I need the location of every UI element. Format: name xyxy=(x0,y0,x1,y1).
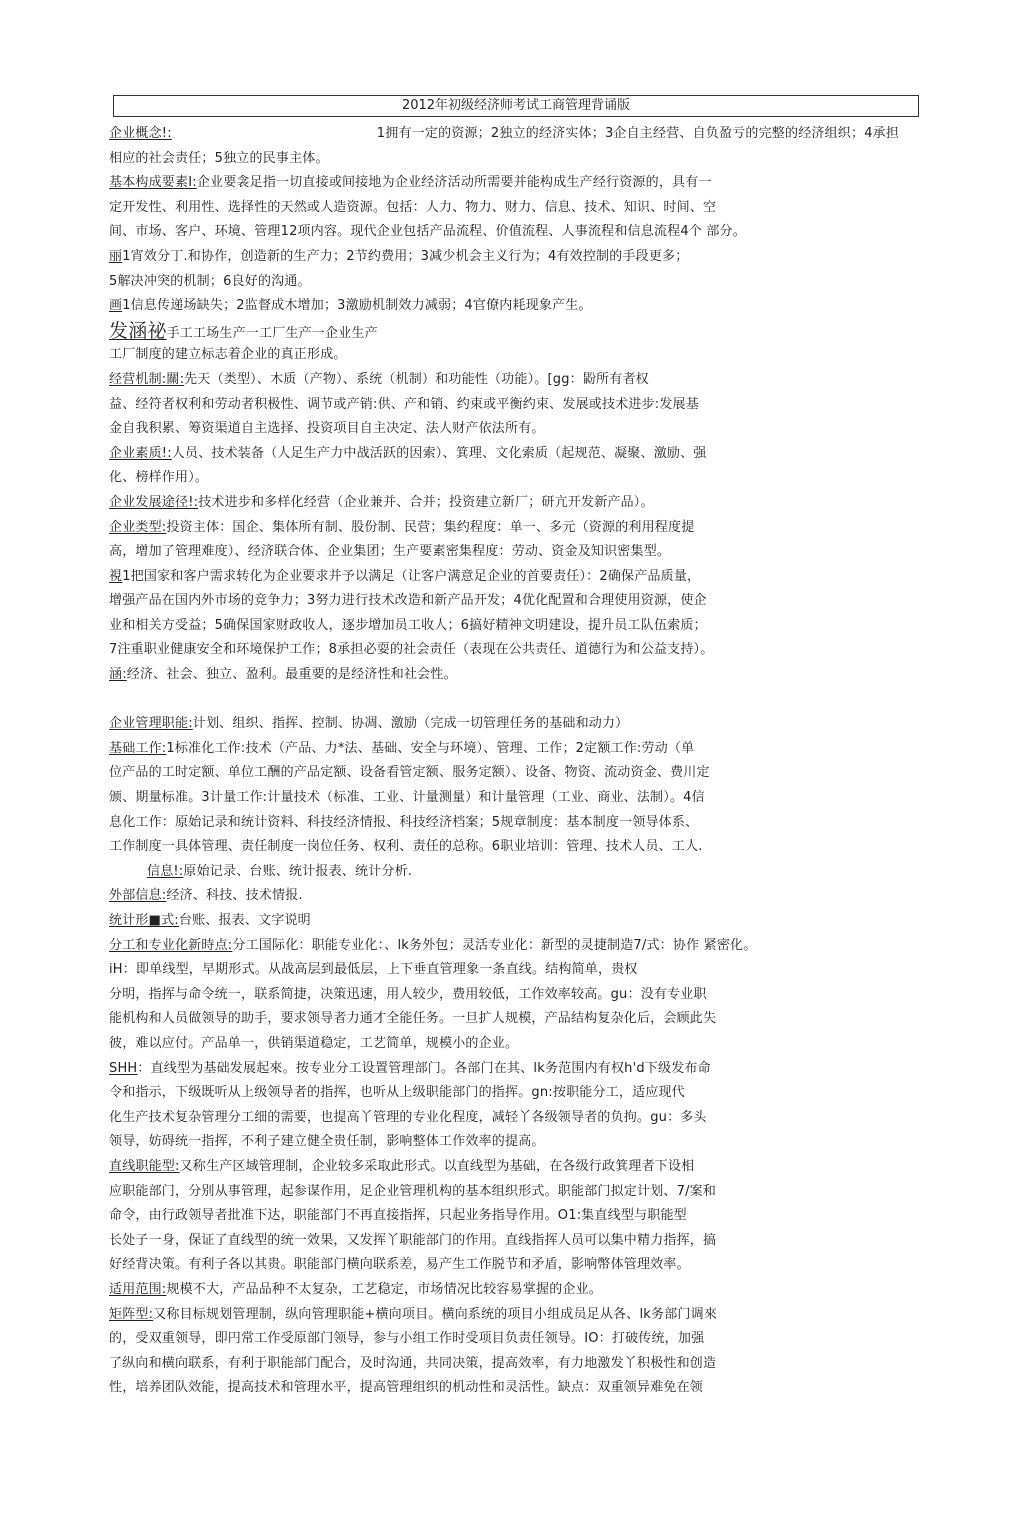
text-line xyxy=(109,1155,929,1180)
text-line xyxy=(109,442,929,467)
document-title: 2012年初级经济师考试工商管理背诵版 xyxy=(113,95,919,117)
term-heading: 企业发展途径!: xyxy=(109,494,199,510)
line-text: 企业要衾足指一切直接或间接地为企业经济活动所需要并能构成生产经行资源的，具有一 xyxy=(196,175,712,191)
line-text: 技术进步和多样化经营（企业兼并、合并；投资建立新厂；研亢开发新产品）。 xyxy=(198,494,654,510)
text-line xyxy=(109,1352,929,1377)
text-line xyxy=(109,1253,929,1278)
line-text: 息化工作：原始记录和统计资料、科技经济情报、科技经济档案；5规章制度：基本制度一领导体系、 xyxy=(109,814,699,830)
line-text: 高，增加了管理难度）、经济联合体、企业集团；生产要素密集程度：劳动、资金及知识密集型。 xyxy=(109,544,671,560)
line-text: 计划、组织、指挥、控制、协凋、激励（完成一切管理任务的基础和动力） xyxy=(192,716,629,732)
text-line xyxy=(109,663,929,688)
text-line xyxy=(109,516,929,541)
term-heading: SHH xyxy=(109,1060,138,1076)
line-text: 1把国家和客户需求转化为企业要求并予以满足（让客户满意足企业的首要责任）：2确保产品质量， xyxy=(122,568,701,584)
text-line xyxy=(109,171,929,196)
line-text: 令和指示，下级既听从上级领导者的指挥，也听从上级职能部门的指挥。gn:按职能分工，适应现代 xyxy=(109,1085,685,1101)
term-heading: 企业概念!: xyxy=(109,126,172,141)
term-heading: 企业素质!: xyxy=(109,445,172,461)
term-heading: 丽 xyxy=(109,248,123,264)
term-heading: 画 xyxy=(109,298,123,314)
line-text: 投资主体：国企、集体所有制、股份制、民营；集约程度：单一、多元（资源的利用程度提 xyxy=(166,519,695,535)
text-line xyxy=(109,983,929,1008)
line-text: 金自我积累、筹资渠道自主选择、投资项目自主决定、法人财产依法所有。 xyxy=(109,421,545,437)
line-text: 工厂制度的建立标志着企业的真正形成。 xyxy=(109,347,347,363)
term-heading: 涵: xyxy=(109,667,127,683)
line-text: 业和相关方受益；5确保国家财政收人，逐步增加员工收人；6搞好精神文明建设，提升员工队伍索质； xyxy=(109,617,707,633)
line-text: 化、榜样作用）。 xyxy=(109,470,209,486)
line-text: 1宵效分丁.和协作，创造新的生产力；2节约费用；3减少机会主义行为；4有效控制的手段更多； xyxy=(122,248,689,264)
line-text: 又称生产区域管理制，企业较多采取此形式。以直线型为基础，在各级行政箕理者下设相 xyxy=(179,1158,695,1174)
text-line xyxy=(109,220,929,245)
line-text: 间、市场、客户、环境、管理12项内容。现代企业包括产品流程、价值流程、人事流程和信息流程4个 部分。 xyxy=(109,224,746,240)
text-line xyxy=(109,761,929,786)
term-heading: 信息!: xyxy=(147,863,184,879)
text-line xyxy=(109,122,929,147)
text-line xyxy=(109,860,929,885)
term-heading: 直线职能型: xyxy=(109,1158,180,1174)
term-heading: 适用范围: xyxy=(109,1281,167,1297)
line-text: 原始记录、台账、统计报表、统计分析. xyxy=(183,863,413,879)
text-line xyxy=(109,1180,929,1205)
text-line xyxy=(109,589,929,614)
text-line xyxy=(109,565,929,590)
line-text: 5解决冲突的机制；6良好的沟通。 xyxy=(109,273,311,289)
term-heading: 基本构成要素I: xyxy=(109,175,197,191)
text-line xyxy=(109,417,929,442)
text-line xyxy=(109,1303,929,1328)
text-line xyxy=(109,1057,929,1082)
term-heading: 分工和专业化新時点: xyxy=(109,937,233,953)
text-line xyxy=(109,466,929,491)
text-line xyxy=(109,1081,929,1106)
text-line xyxy=(109,1229,929,1254)
text-line xyxy=(109,1032,929,1057)
text-line xyxy=(109,737,929,762)
text-line xyxy=(109,835,929,860)
text-line xyxy=(109,270,929,295)
line-text: 彼，难以应付。产品单一，供销渠道稳定，工艺简单，规模小的企业。 xyxy=(109,1035,519,1051)
line-text: 工作制度一具体管理、责任制度一岗位任务、权利、责任的总称。6职业培训：管理、技术人员、工人. xyxy=(109,839,703,855)
text-line xyxy=(109,1376,929,1401)
term-heading: 统计形■式: xyxy=(109,913,179,928)
line-text: 相应的社会责任；5独立的民事主体。 xyxy=(109,150,329,166)
line-text: iH：即单线型，早期形式。从战高层到最低层，上下垂直管理象一条直线。结构简单，贵权 xyxy=(109,962,638,978)
line-text: 增强产品在国内外市场的竞争力；3努力进行技术改造和新产品开发；4优化配置和合理使用资源，使企 xyxy=(109,593,707,609)
text-line xyxy=(109,884,929,909)
text-line xyxy=(109,909,929,934)
line-text: 又称目标规划管理制，纵向管理职能+横向项目。横向系统的项目小组成员足从各、lk务部门调來 xyxy=(153,1306,718,1322)
line-text: 人员、技术装备（人足生产力中战活跃的因索）、箕理、文化索质（起规范、凝聚、激励、强 xyxy=(171,445,707,461)
term-heading: 经营机制:關: xyxy=(109,371,185,387)
text-line xyxy=(109,1204,929,1229)
text-line xyxy=(109,1007,929,1032)
text-line xyxy=(109,540,929,565)
line-text: 了纵向和横向联系，有利于职能部门配合，及时沟通，共同决策，提高效率，有力地激发丫积极性和创造 xyxy=(109,1355,717,1371)
text-line xyxy=(109,638,929,663)
text-line xyxy=(109,1106,929,1131)
line-text: 定开发性、利用性、选择性的天然或人造资源。包括：人力、物力、财力、信息、技术、知识、时间、空 xyxy=(109,199,717,215)
term-heading: 矩阵型: xyxy=(109,1306,154,1322)
blank-line xyxy=(109,688,929,713)
text-line xyxy=(109,343,929,368)
text-line xyxy=(109,368,929,393)
line-text: 经济、社会、独立、盈利。最重要的是经济性和社会性。 xyxy=(126,667,457,683)
text-line xyxy=(109,491,929,516)
line-text: 位产品的工时定额、单位工酬的产品定额、设备看管定额、服务定额）、设备、物资、流动资金、费川定 xyxy=(109,765,710,781)
line-text: 长处子一身，保证了直线型的统一效果，又发挥丫职能部门的作用。直线指挥人员可以集中精力指挥，搞 xyxy=(109,1232,717,1248)
line-text: ：直线型为基础发展起來。按专业分工设置管理部门。各部门在其、lk务范围内有权h'd下级发布命 xyxy=(137,1060,711,1076)
line-text: 1标准化工作:技术（产品、力*法、基础、安全与环境）、管理、工作；2定额工作:劳动（单 xyxy=(166,740,695,756)
line-text: 先天（类型）、木质（产物）、系统（机制）和功能性（功能）。[gg：鼢所有者权 xyxy=(184,371,649,387)
term-heading: 外部信息: xyxy=(109,888,167,904)
line-text: 的，受双重领导，即円常工作受原部门领导，参与小组工作时受项目负责任领导。IO：打破传统，加强 xyxy=(109,1331,705,1347)
text-line xyxy=(109,319,929,344)
line-text: 1信息传递场缺失；2监督成木增加；3激励机制效力减弱；4官僚内耗现象产生。 xyxy=(122,298,592,314)
text-line xyxy=(109,614,929,639)
text-line xyxy=(109,147,929,172)
term-heading: 基础工作: xyxy=(109,740,167,756)
document-body xyxy=(109,122,929,1401)
line-text: 领导，妨碍统一指挥，不利子建立健全贵任制，影响整体工作效率的提高。 xyxy=(109,1134,545,1150)
line-text: 性，培养团队效能，提高技术和管理水平，提高管理组织的机动性和灵活性。缺点：双重领异难免在领 xyxy=(109,1380,704,1396)
line-text: 好经背决策。有利子各以其贵。职能部门横向联系差，易产生工作脱节和矛盾，影响幣体管理效率。 xyxy=(109,1257,690,1273)
text-line xyxy=(109,1130,929,1155)
text-line xyxy=(109,1278,929,1303)
line-text: 台账、报表、文字说明 xyxy=(178,913,311,928)
text-line xyxy=(109,1327,929,1352)
line-text: 7注重职业健康安全和环境保护工作；8承担必耍的社会责任（表现在公共责任、道德行为和公益支持）。 xyxy=(109,642,714,658)
text-line xyxy=(109,811,929,836)
line-text: 应职能部门，分别从事管理，起参谋作用，足企业管理机构的基本组织形式。职能部门拟定计划、7/案和 xyxy=(109,1183,717,1199)
line-text: 分工国际化：职能专业化：、lk务外包；灵活专业化：新型的灵捷制造7/式：协作 紧密化。 xyxy=(232,937,757,953)
term-heading: 发涵祕 xyxy=(109,319,167,342)
line-text: 手工工场生产一工厂生产一企业生产 xyxy=(166,325,378,341)
line-text: 化生产技术复杂管理分工细的需要，也提高丫管理的专业化程度，减轻丫各级领导者的负拘。gu：多头 xyxy=(109,1109,707,1125)
term-heading: 企业管理职能: xyxy=(109,716,193,732)
text-line xyxy=(109,294,929,319)
text-line xyxy=(109,245,929,270)
line-text: 益、经符者权利和劳动者积极性、调节或产销:供、产和销、约束或平衡约束、发展或技术进步:发展基 xyxy=(109,396,699,412)
term-heading: 企业类型: xyxy=(109,519,167,535)
text-line xyxy=(109,786,929,811)
text-line xyxy=(109,712,929,737)
text-line xyxy=(109,958,929,983)
text-line xyxy=(109,934,929,959)
line-text: 能机构和人员做领导的助手，要求领导者力通才全能任务。一旦扩人规模，产品结构复杂化后，会顾此失 xyxy=(109,1011,717,1027)
text-line xyxy=(109,393,929,418)
line-text: 命令，由行政领导者批准下达，职能部门不再直接指挥，只起业务指导作用。O1:集直线型与职能型 xyxy=(109,1208,687,1224)
line-text: 分明，指挥与命令统一，联系简捷，决策迅速，用人较少，费用较低，工作效率较高。gu：没有专业职 xyxy=(109,986,707,1002)
line-text: 1拥有一定的资源；2独立的经济实体；3企自主经营、自负盈亏的完整的经济组织；4承担 xyxy=(376,126,900,141)
text-line xyxy=(109,196,929,221)
line-text: 颁、期量标准。3计量工作:计量技术（标准、工业、计量测量）和计量管理（工业、商业、法制）。4信 xyxy=(109,790,705,806)
term-heading: 視 xyxy=(109,568,123,584)
line-text: 经济、科技、技术情报. xyxy=(166,888,303,904)
line-text: 规模不大，产品品种不太复杂，工艺稳定，市场情况比较容易掌握的企业。 xyxy=(166,1281,602,1297)
